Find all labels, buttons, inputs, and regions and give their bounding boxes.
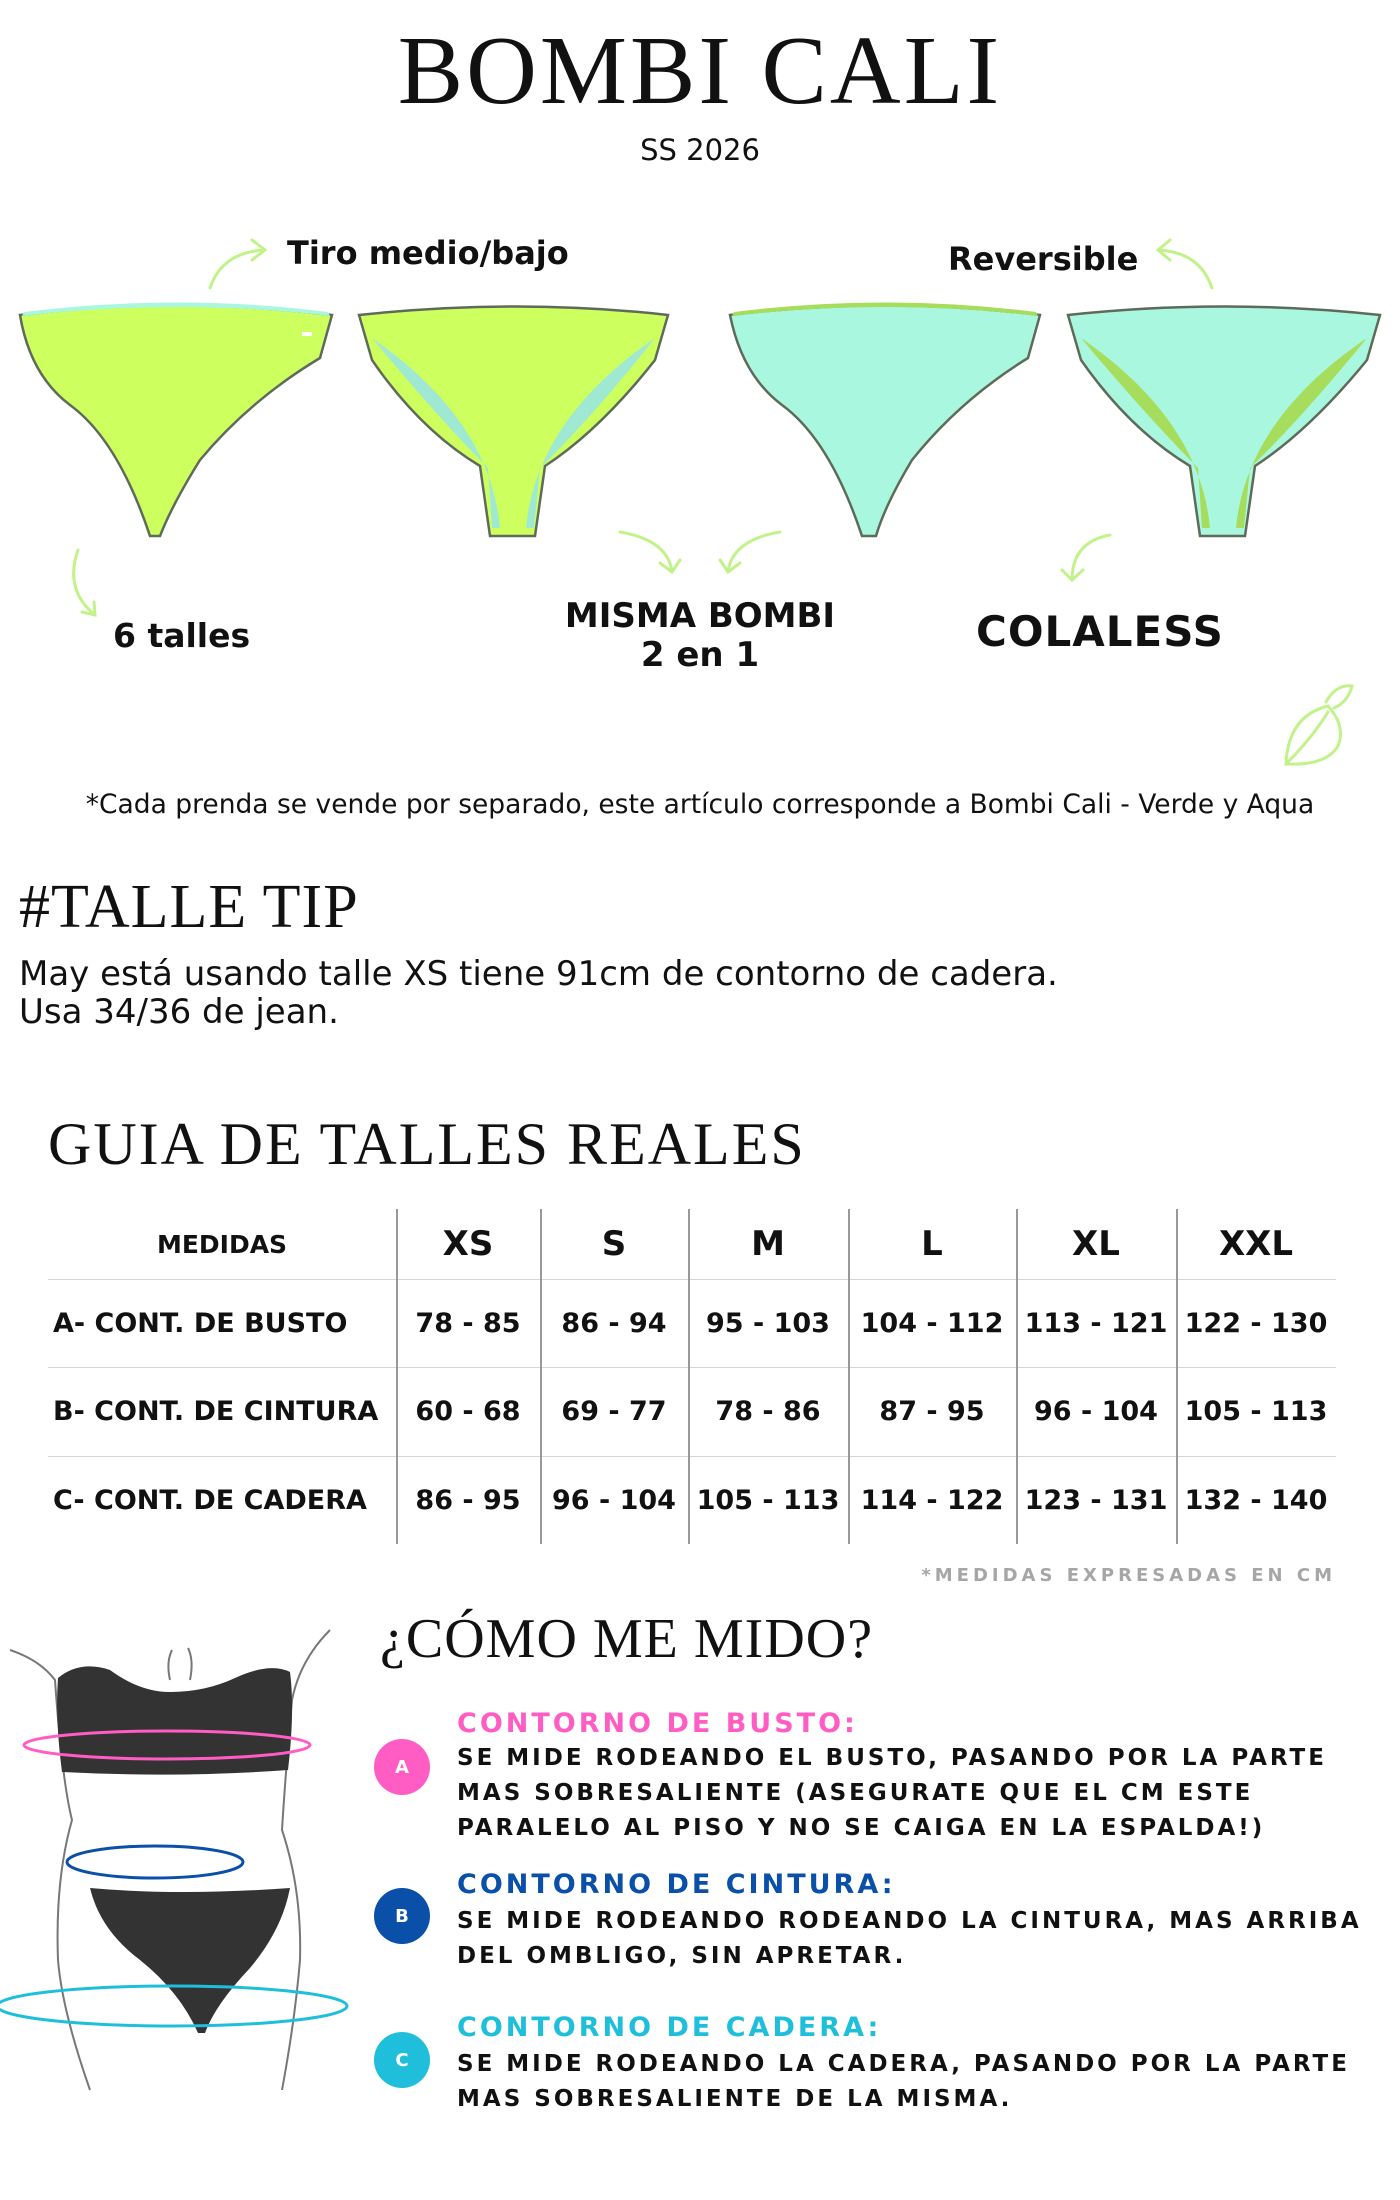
leaf-icon	[1278, 676, 1358, 772]
table-cell: 87 - 95	[879, 1396, 985, 1427]
callout-sizes: 6 talles	[113, 616, 251, 655]
table-cell: 78 - 85	[415, 1307, 521, 1339]
badge-b: B	[374, 1888, 430, 1944]
arrow-icon	[720, 532, 780, 572]
table-cell: 95 - 103	[706, 1307, 830, 1339]
hip-title: CONTORNO DE CADERA:	[457, 2012, 882, 2043]
bust-description: SE MIDE RODEANDO EL BUSTO, PASANDO POR LA PARTE MAS SOBRESALIENTE (ASEGURATE QUE EL CM ESTE PARALELO AL PISO Y NO SE CAIGA EN LA ESPALDA!)	[457, 1745, 1327, 1841]
badge-a: A	[374, 1739, 430, 1795]
table-header-size: XL	[1072, 1224, 1120, 1264]
table-header-measure: MEDIDAS	[156, 1229, 288, 1259]
how-to-measure-title: ¿CÓMO ME MIDO?	[380, 1608, 874, 1670]
table-header-size: XXL	[1218, 1224, 1294, 1264]
table-cell: 78 - 86	[715, 1396, 821, 1427]
talle-tip-title: #TALLE TIP	[19, 873, 359, 941]
table-cell: 113 - 121	[1024, 1307, 1168, 1339]
arrow-icon	[1062, 535, 1110, 580]
table-cell: 114 - 122	[860, 1484, 1004, 1516]
waist-tape	[67, 1846, 243, 1878]
table-header-size: L	[921, 1224, 943, 1264]
row-label-waist: B- CONT. DE CINTURA	[53, 1396, 379, 1427]
table-cell: 104 - 112	[860, 1307, 1004, 1339]
table-cell: 132 - 140	[1184, 1484, 1328, 1516]
arrow-icons	[0, 220, 1400, 640]
arrow-icon	[1158, 240, 1212, 288]
table-cell: 96 - 104	[1034, 1396, 1158, 1427]
size-guide-title: GUIA DE TALLES REALES	[48, 1111, 806, 1177]
body-measurement-figure	[0, 1620, 370, 2110]
size-table	[48, 1209, 1336, 1544]
table-cell: 96 - 104	[552, 1484, 676, 1516]
row-label-hip: C- CONT. DE CADERA	[53, 1484, 367, 1516]
disclaimer-note: *Cada prenda se vende por separado, este artículo corresponde a Bombi Cali - Verde y Aqua	[85, 789, 1315, 820]
table-header-size: XS	[442, 1224, 494, 1264]
units-note: *MEDIDAS EXPRESADAS EN CM	[921, 1565, 1336, 1586]
bottom-garment	[90, 1888, 290, 2033]
waist-description: SE MIDE RODEANDO RODEANDO LA CINTURA, MAS ARRIBA DEL OMBLIGO, SIN APRETAR.	[457, 1908, 1362, 1969]
callout-two-in-one	[530, 597, 870, 675]
waist-title: CONTORNO DE CINTURA:	[457, 1869, 896, 1900]
row-label-bust: A- CONT. DE BUSTO	[53, 1307, 348, 1339]
talle-tip-line-2: Usa 34/36 de jean.	[19, 992, 339, 1032]
callout-rise: Tiro medio/bajo	[287, 234, 569, 272]
table-cell: 86 - 94	[561, 1307, 667, 1339]
badge-c: C	[374, 2032, 430, 2088]
callout-two-in-one-line2: 2 en 1	[640, 635, 760, 676]
callout-reversible: Reversible	[948, 240, 1139, 278]
arrow-icon	[74, 550, 95, 615]
arrow-icon	[620, 532, 680, 572]
hip-description: SE MIDE RODEANDO LA CADERA, PASANDO POR LA PARTE MAS SOBRESALIENTE DE LA MISMA.	[457, 2051, 1350, 2112]
bust-title: CONTORNO DE BUSTO:	[457, 1708, 858, 1739]
table-header-size: S	[601, 1224, 627, 1264]
table-cell: 105 - 113	[696, 1484, 840, 1516]
table-cell: 105 - 113	[1184, 1396, 1328, 1427]
season-label: SS 2026	[640, 133, 760, 167]
callout-two-in-one-line1: MISMA BOMBI	[564, 596, 836, 636]
table-cell: 86 - 95	[415, 1484, 521, 1516]
talle-tip-line-1: May está usando talle XS tiene 91cm de contorno de cadera.	[19, 954, 1058, 994]
table-cell: 122 - 130	[1184, 1307, 1328, 1339]
arrow-icon	[210, 240, 265, 288]
table-header-size: M	[751, 1224, 785, 1264]
brand-title: BOMBI CALI	[397, 17, 1003, 125]
table-cell: 60 - 68	[415, 1396, 521, 1427]
table-cell: 123 - 131	[1024, 1484, 1168, 1516]
callout-colaless: COLALESS	[976, 607, 1224, 656]
table-cell: 69 - 77	[561, 1396, 667, 1427]
